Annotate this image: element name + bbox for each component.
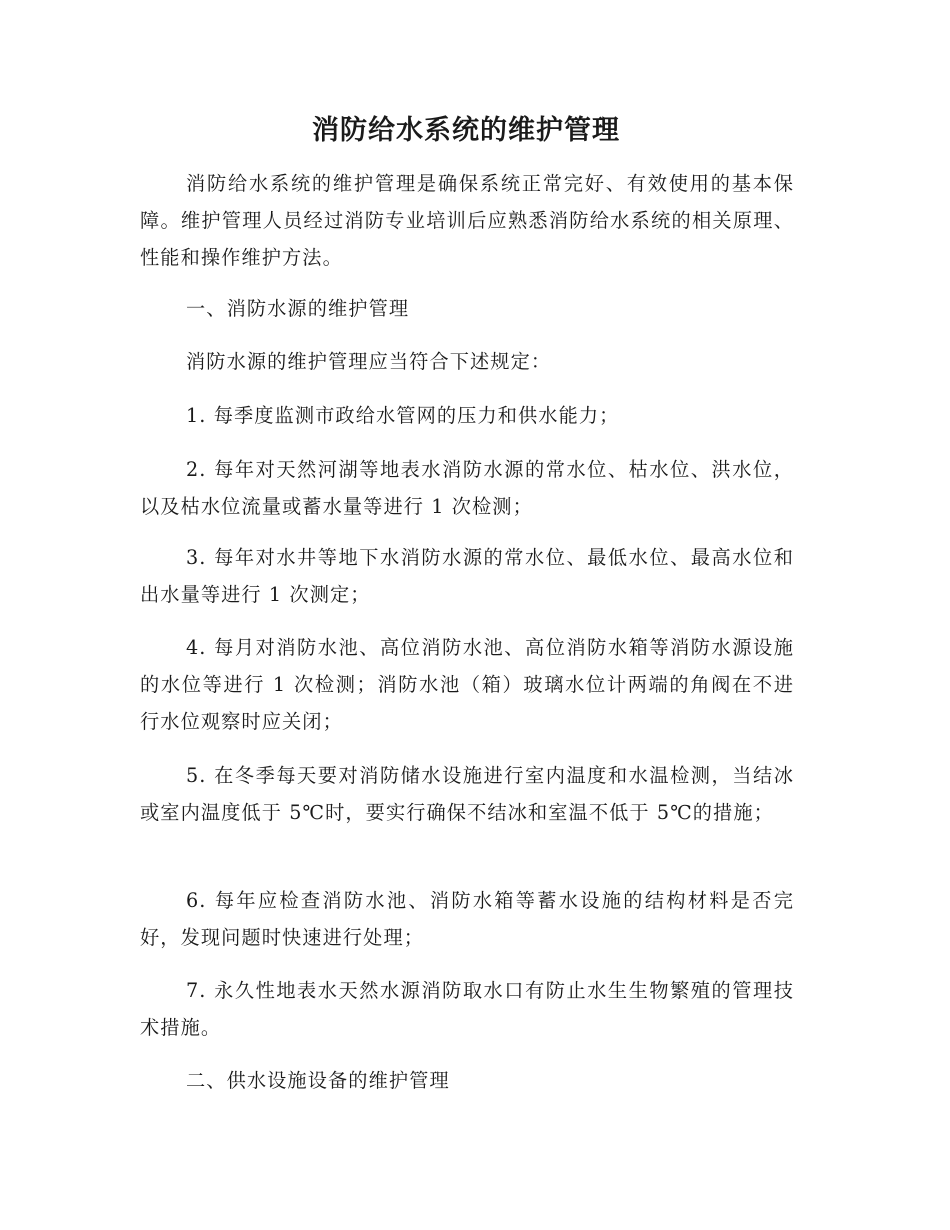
list-item-1: 1. 每季度监测市政给水管网的压力和供水能力； [186, 404, 620, 427]
document-title: 消防给水系统的维护管理 [312, 115, 620, 146]
list-item-2: 2. 每年对天然河湖等地表水消防水源的常水位、枯水位、洪水位，以及枯水位流量或蓄水量等进行 1 次检测； [140, 458, 794, 518]
list-item-5: 5. 在冬季每天要对消防储水设施进行室内温度和水温检测，当结冰或室内温度低于 5℃时，要实行确保不结冰和室温不低于 5℃的措施； [140, 764, 794, 824]
list-item-6: 6. 每年应检查消防水池、消防水箱等蓄水设施的结构材料是否完好，发现问题时快速进行处理； [140, 889, 794, 949]
section-heading-1: 一、消防水源的维护管理 [186, 297, 410, 320]
list-item-3: 3. 每年对水井等地下水消防水源的常水位、最低水位、最高水位和出水量等进行 1 次测定； [140, 546, 794, 606]
list-item-4: 4. 每月对消防水池、高位消防水池、高位消防水箱等消防水源设施的水位等进行 1 次检测；消防水池（箱）玻璃水位计两端的角阀在不进行水位观察时应关闭； [140, 636, 794, 733]
list-item-7: 7. 永久性地表水天然水源消防取水口有防止水生生物繁殖的管理技术措施。 [140, 979, 794, 1039]
section-heading-2: 二、供水设施设备的维护管理 [186, 1069, 450, 1092]
intro-paragraph: 消防给水系统的维护管理是确保系统正常完好、有效使用的基本保障。维护管理人员经过消防专业培训后应熟悉消防给水系统的相关原理、性能和操作维护方法。 [140, 172, 794, 269]
paragraph: 消防水源的维护管理应当符合下述规定： [186, 350, 552, 373]
